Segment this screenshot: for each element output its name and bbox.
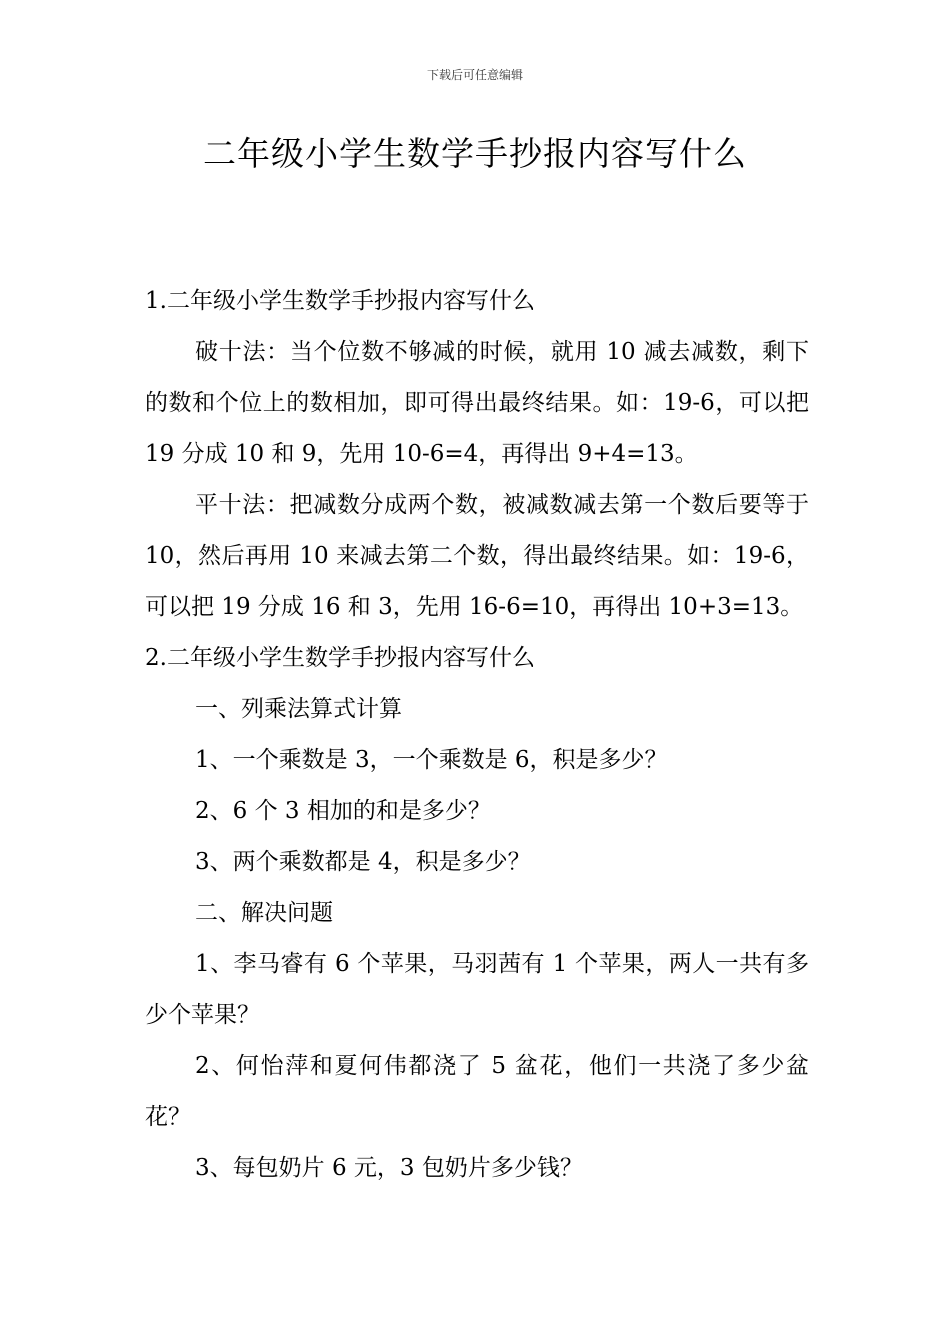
question-item: 2、何怡萍和夏何伟都浇了 5 盆花，他们一共浇了多少盆花？ (145, 1053, 809, 1130)
section-heading-2: 2.二年级小学生数学手抄报内容写什么 (145, 645, 535, 671)
document-title: 二年级小学生数学手抄报内容写什么 (203, 134, 747, 173)
document-body (145, 276, 809, 1194)
paragraph-ping-shi-fa: 平十法：把减数分成两个数，被减数减去第一个数后要等于 10，然后再用 10 来减去第二个数，得出最终结果。如：19-6，可以把 19 分成 16 和 3，先用 16-6=10，再得出 10+3=13。 (145, 492, 809, 620)
question-item: 1、李马睿有 6 个苹果，马羽茜有 1 个苹果，两人一共有多少个苹果？ (145, 951, 809, 1028)
header-note: 下载后可任意编辑 (426, 68, 523, 82)
section-heading-1: 1.二年级小学生数学手抄报内容写什么 (145, 288, 535, 314)
subheading-multiplication: 一、列乘法算式计算 (195, 696, 402, 722)
question-item: 2、6 个 3 相加的和是多少？ (195, 798, 491, 824)
subheading-problem-solving: 二、解决问题 (195, 900, 333, 926)
question-item: 1、一个乘数是 3，一个乘数是 6，积是多少？ (195, 747, 668, 773)
question-item: 3、两个乘数都是 4，积是多少？ (195, 849, 531, 875)
paragraph-po-shi-fa: 破十法：当个位数不够减的时候，就用 10 减去减数，剩下的数和个位上的数相加，即可得出最终结果。如：19-6，可以把 19 分成 10 和 9，先用 10-6=4，再得出 9+4=13。 (145, 339, 809, 467)
question-item: 3、每包奶片 6 元，3 包奶片多少钱？ (195, 1155, 583, 1181)
